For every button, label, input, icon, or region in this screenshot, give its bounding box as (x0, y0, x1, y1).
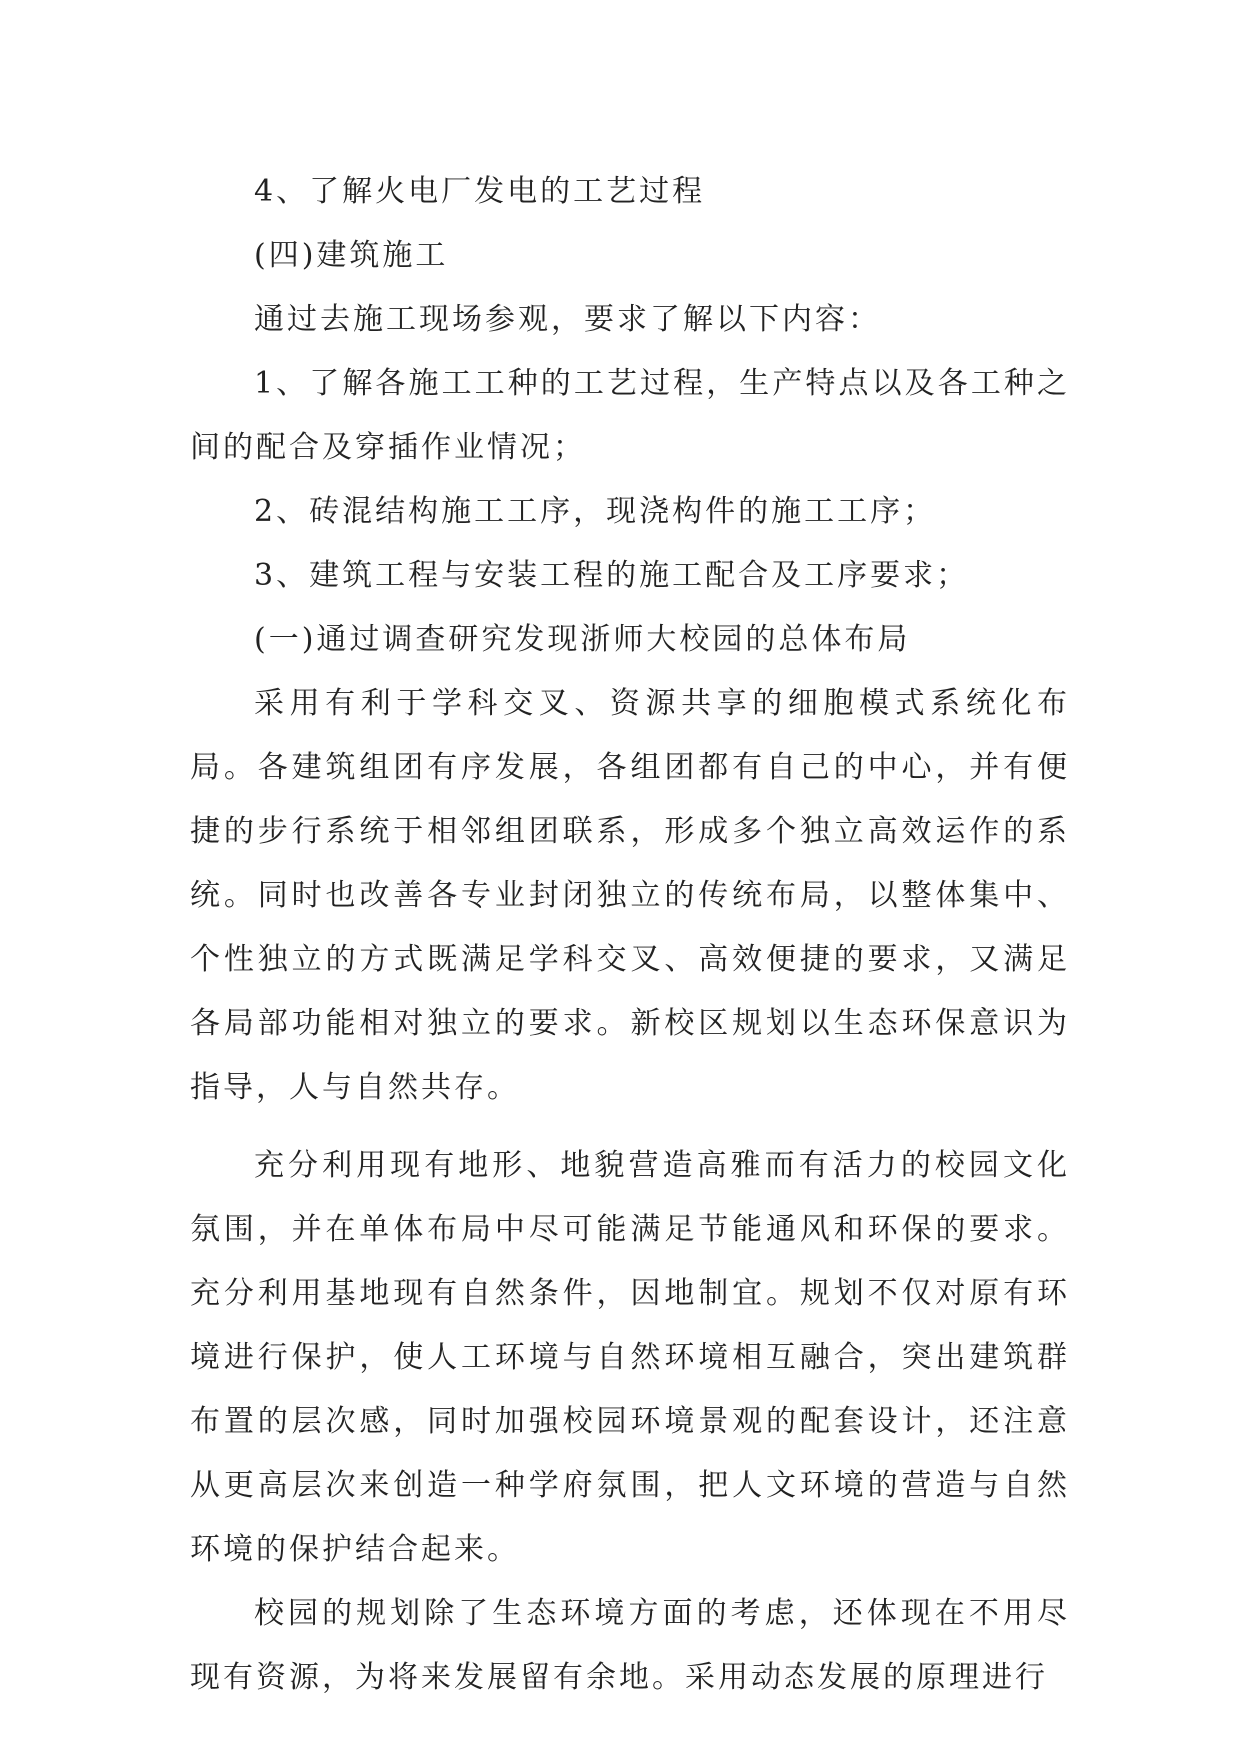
section-heading-campus-layout: (一)通过调查研究发现浙师大校园的总体布局 (254, 622, 911, 657)
document-body (190, 160, 1070, 1710)
paragraph-item-3-installation: 3、建筑工程与安装工程的施工配合及工序要求； (254, 558, 970, 593)
section-heading-construction: (四)建筑施工 (254, 238, 449, 273)
paragraph-future-development: 校园的规划除了生态环境方面的考虑，还体现在不用尽现有资源，为将来发展留有余地。采用动态发展的原理进行 (190, 1596, 1070, 1695)
paragraph-terrain-use: 充分利用现有地形、地貌营造高雅而有活力的校园文化氛围，并在单体布局中尽可能满足节能通风和环保的要求。充分利用基地现有自然条件，因地制宜。规划不仅对原有环境进行保护，使人工环境与自然环境相互融合，突出建筑群布置的层次感，同时加强校园环境景观的配套设计，还注意从更高层次来创造一种学府氛围，把人文环境的营造与自然环境的保护结合起来。 (190, 1148, 1070, 1567)
paragraph-cell-layout: 采用有利于学科交叉、资源共享的细胞模式系统化布局。各建筑组团有序发展，各组团都有自己的中心，并有便捷的步行系统于相邻组团联系，形成多个独立高效运作的系统。同时也改善各专业封闭独立的传统布局，以整体集中、个性独立的方式既满足学科交叉、高效便捷的要求，又满足各局部功能相对独立的要求。新校区规划以生态环保意识为指导，人与自然共存。 (190, 686, 1070, 1105)
paragraph-site-visit-intro: 通过去施工现场参观，要求了解以下内容： (254, 302, 881, 337)
paragraph-item-2-masonry: 2、砖混结构施工工序，现浇构件的施工工序； (254, 494, 937, 529)
paragraph-item-1-trades: 1、了解各施工工种的工艺过程，生产特点以及各工种之间的配合及穿插作业情况； (190, 366, 1070, 465)
paragraph-item-4-thermal-power: 4、了解火电厂发电的工艺过程 (254, 174, 706, 209)
